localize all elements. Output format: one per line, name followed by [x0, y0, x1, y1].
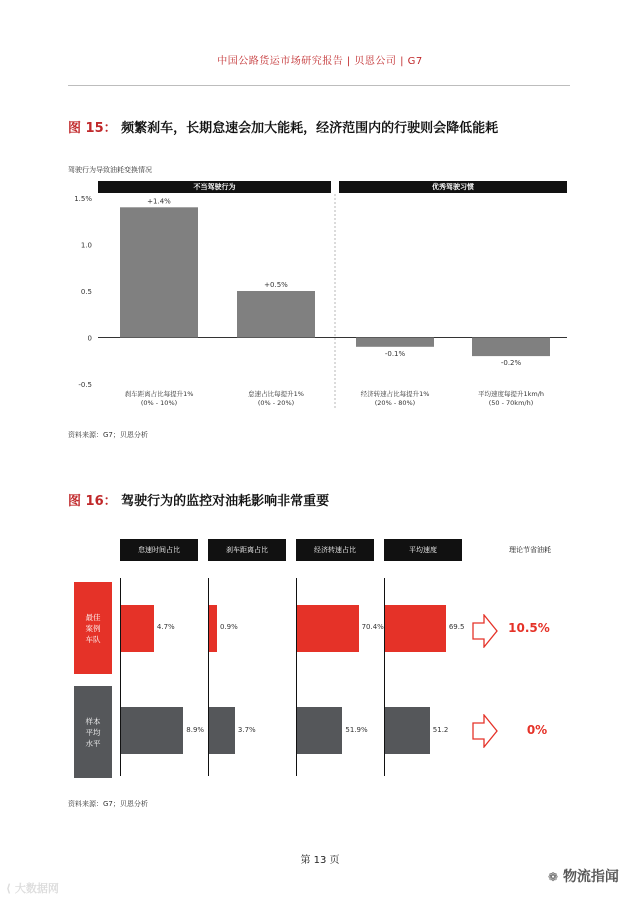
- arrow-right-icon-avg: [472, 714, 498, 748]
- y-tick-label: -0.5: [78, 381, 92, 389]
- data-label: +1.4%: [147, 197, 171, 206]
- value-avg: 3.7%: [237, 726, 256, 734]
- bar-best: [297, 605, 359, 652]
- data-label: +0.5%: [264, 281, 288, 289]
- bar-avg: [297, 707, 342, 754]
- watermark-left: ⟨ 大数据网: [6, 882, 59, 895]
- watermark-right-text: 物流指闻: [562, 869, 619, 885]
- value-avg: 51.9%: [345, 726, 368, 734]
- arrow-right-icon-best: [472, 614, 498, 648]
- saving-best: 10.5%: [508, 621, 550, 635]
- bar-best: [121, 605, 154, 652]
- column-header: 刹车距离占比: [208, 539, 286, 561]
- category-label: (0% - 10%): [140, 399, 178, 407]
- watermark-right: [548, 866, 619, 886]
- category-label: (50 - 70km/h): [488, 399, 534, 407]
- fig15-bar-chart: [0, 0, 640, 440]
- figure-15-heading: 频繁刹车，长期怠速会加大能耗，经济范围内的行驶则会降低能耗: [121, 121, 499, 136]
- figure-16-source: 资料来源：G7；贝恩分析: [68, 800, 148, 808]
- bar: [472, 338, 550, 357]
- bar: [237, 291, 315, 338]
- figure-15-source: 资料来源：G7；贝恩分析: [68, 431, 148, 439]
- value-best: 70.4%: [361, 623, 384, 631]
- value-best: 0.9%: [220, 623, 238, 631]
- row-label-text: 最佳案例车队: [85, 612, 101, 644]
- figure-16-title: [68, 490, 329, 509]
- bar: [356, 338, 434, 347]
- column-header: 怠速时间占比: [120, 539, 198, 561]
- value-avg: 8.9%: [186, 726, 205, 734]
- figure-15-number: 图 15：: [68, 121, 117, 136]
- savings-header: 理论节省油耗: [490, 539, 570, 561]
- bar-best: [385, 605, 446, 652]
- row-label: [74, 686, 112, 778]
- figure-16-heading: 驾驶行为的监控对油耗影响非常重要: [121, 494, 330, 509]
- row-label-text: 样本平均水平: [85, 716, 101, 748]
- value-best: 4.7%: [156, 623, 175, 631]
- y-tick-label: 1.0: [80, 241, 92, 250]
- category-label: (20% - 80%): [374, 399, 416, 407]
- wechat-icon: ❁: [548, 870, 559, 884]
- y-tick-label: 1.5%: [74, 195, 92, 203]
- saving-avg: 0%: [526, 723, 548, 737]
- y-tick-label: 0.5: [80, 288, 92, 296]
- group-band-good-habits: 优秀驾驶习惯: [339, 181, 567, 193]
- bar-avg: [209, 707, 235, 754]
- bar-best: [209, 605, 217, 652]
- category-label: 刹车距离占比每提升1%: [124, 390, 194, 398]
- category-label: 平均速度每提升1km/h: [477, 390, 545, 398]
- group-band-bad-behavior: 不当驾驶行为: [98, 181, 331, 193]
- category-label: 经济转速占比每提升1%: [360, 390, 430, 398]
- value-avg: 51.2: [432, 726, 449, 734]
- category-label: (0% - 20%): [257, 399, 295, 407]
- bar: [120, 207, 198, 337]
- bar-avg: [121, 707, 183, 754]
- chart-subtitle: 驾驶行为导致油耗变换情况: [68, 166, 152, 174]
- row-label: [74, 582, 112, 674]
- category-label: 怠速占比每提升1%: [248, 390, 304, 398]
- column-header: 经济转速占比: [296, 539, 374, 561]
- value-best: 69.5: [448, 623, 465, 631]
- data-label: -0.1%: [384, 349, 406, 358]
- data-label: -0.2%: [500, 359, 522, 368]
- page-number: 第 13 页: [300, 855, 340, 866]
- report-header: 中国公路货运市场研究报告 | 贝恩公司 | G7: [217, 56, 423, 67]
- column-header: 平均速度: [384, 539, 462, 561]
- bar-avg: [385, 707, 430, 754]
- y-tick-label: 0: [87, 334, 92, 343]
- figure-16-number: 图 16：: [68, 494, 117, 509]
